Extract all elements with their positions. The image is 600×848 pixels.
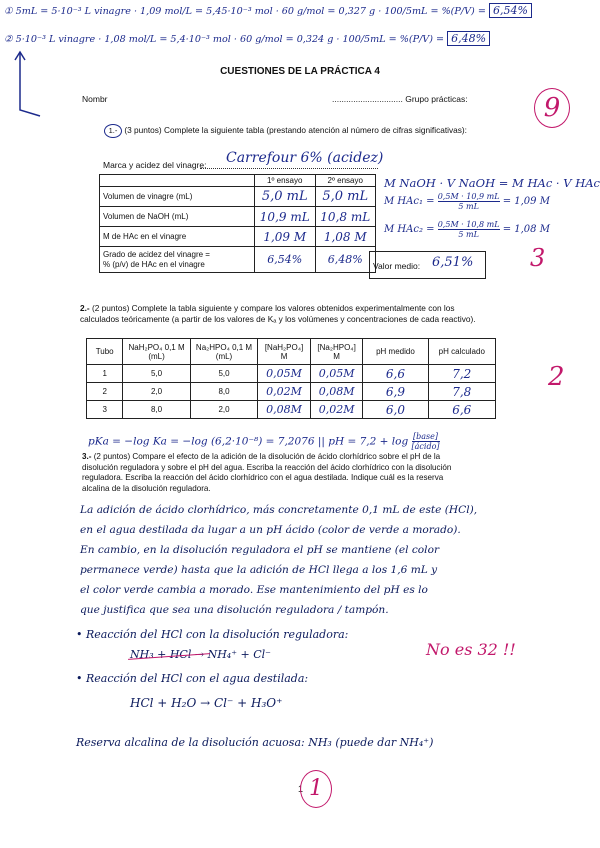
q1-grade-v2: 6,48% xyxy=(315,247,376,273)
q1-score: 3 xyxy=(530,244,546,272)
q2-header: pH calculado xyxy=(428,339,495,365)
pka-line xyxy=(88,432,440,451)
q2-text-1: (2 puntos) Complete la tabla siguiente y compare los valores obtenidos experimentalmente con los xyxy=(92,303,455,313)
q2-header: Tubo xyxy=(87,339,123,365)
formula-1-rhs: = 1,09 M xyxy=(502,196,550,207)
q1-text: (3 puntos) Complete la siguiente tabla (prestando atención al número de cifras significativas): xyxy=(124,125,467,135)
formula-2-den: 5 mL xyxy=(458,230,479,239)
reaction-2: HCl + H₂O → Cl⁻ + H₃O⁺ xyxy=(130,696,283,710)
q2-header: [NaH₂PO₄] M xyxy=(258,339,311,365)
pka-frac-top: [base] xyxy=(413,432,439,441)
q2-cell: 5,0 xyxy=(190,365,257,383)
grade-label-line-1: Grado de acidez del vinagre = xyxy=(103,249,210,259)
q2-score: 2 xyxy=(548,362,565,392)
group-dots: .............................. xyxy=(332,94,403,104)
brand-underline xyxy=(200,168,378,169)
q2-cell: 6,6 xyxy=(363,365,428,383)
q2-cell: 0,08M xyxy=(258,401,311,419)
pka-fraction xyxy=(412,432,440,451)
formula-2-num: 0,5M · 10,8 mL xyxy=(437,220,500,229)
q1-table xyxy=(99,174,376,273)
formula-main: M NaOH · V NaOH = M HAc · V HAc xyxy=(384,176,600,190)
q2-number: 2.- xyxy=(80,303,90,313)
pka-text: pKa = −log Ka = −log (6,2·10⁻⁸) = 7,2076 || pH = 7,2 + log xyxy=(88,435,409,448)
q2-cell: 0,05M xyxy=(258,365,311,383)
name-label: Nombr xyxy=(82,94,108,104)
q2-header: NaH₂PO₄ 0,1 M (mL) xyxy=(123,339,190,365)
formula-2 xyxy=(384,220,550,239)
q1-number: 1.- xyxy=(104,124,122,138)
mean-label: Valor medio: xyxy=(373,261,421,271)
page-title: CUESTIONES DE LA PRÁCTICA 4 xyxy=(220,66,380,77)
q2-cell: 8,0 xyxy=(123,401,190,419)
q2-cell: 2,0 xyxy=(190,401,257,419)
formula-1-fraction xyxy=(438,192,500,211)
q2-header: [Na₂HPO₄] M xyxy=(310,339,363,365)
q2-cell: 3 xyxy=(87,401,123,419)
grade-label-line-2: % (p/v) de HAc en el vinagre xyxy=(103,259,205,269)
q3-text-1: (2 puntos) Compare el efecto de la adición de la disolución de ácido clorhídrico sobre el pH de la xyxy=(93,452,441,461)
mean-box xyxy=(369,251,486,279)
q2-cell: 6,9 xyxy=(363,383,428,401)
q2-cell: 0,05M xyxy=(310,365,363,383)
q1-col2-header: 2º ensayo xyxy=(315,175,376,187)
formula-1-den: 5 mL xyxy=(458,202,479,211)
q1-corner xyxy=(100,175,255,187)
q1-statement xyxy=(104,124,467,138)
bullet-reaction-2: • Reacción del HCl con el agua destilada: xyxy=(76,672,309,685)
q3-statement xyxy=(82,452,451,494)
formula-2-lhs: M HAc₂ = xyxy=(384,224,435,235)
formula-1 xyxy=(384,192,550,211)
total-score-value: 9 xyxy=(543,93,561,123)
formula-1-lhs: M HAc₁ = xyxy=(384,196,435,207)
q1-row-label: Volumen de vinagre (mL) xyxy=(100,187,255,207)
q2-cell: 6,6 xyxy=(428,401,495,419)
q1-row-label: Volumen de NaOH (mL) xyxy=(100,207,255,227)
q1-cell: 10,8 mL xyxy=(315,207,376,227)
q3-score xyxy=(300,770,332,808)
calc-2-text: ② 5·10⁻³ L vinagre · 1,08 mol/L = 5,4·10⁻³ mol · 60 g/mol = 0,324 g · 100/5mL = %(P/V) = xyxy=(4,34,445,45)
q2-cell: 0,02M xyxy=(310,401,363,419)
q2-table xyxy=(86,338,496,419)
q2-cell: 2,0 xyxy=(123,383,190,401)
answer-line: La adición de ácido clorhídrico, más concretamente 0,1 mL de este (HCl), xyxy=(80,504,478,516)
q3-answer xyxy=(80,500,477,620)
page-number: 1 xyxy=(298,784,304,794)
q2-cell: 7,8 xyxy=(428,383,495,401)
q2-cell: 5,0 xyxy=(123,365,190,383)
formula-2-rhs: = 1,08 M xyxy=(502,224,550,235)
q3-score-value: 1 xyxy=(309,776,323,801)
q1-row-label: M de HAc en el vinagre xyxy=(100,227,255,247)
q2-cell: 0,08M xyxy=(310,383,363,401)
answer-line: que justifica que sea una disolución reguladora / tampón. xyxy=(80,604,389,616)
formula-2-fraction xyxy=(438,220,500,239)
pka-frac-bottom: [ácido] xyxy=(411,442,440,451)
q3-text-2: disolución reguladora y sobre el pH del agua. Escriba la reacción del ácido clorhídrico con la disolución xyxy=(82,462,452,472)
brand-label: Marca y acidez del vinagre: xyxy=(103,160,207,170)
q1-grade-v1: 6,54% xyxy=(255,247,316,273)
mean-value: 6,51% xyxy=(432,255,474,270)
formula-1-num: 0,5M · 10,9 mL xyxy=(437,192,500,201)
q1-cell: 1,08 M xyxy=(315,227,376,247)
q1-cell: 1,09 M xyxy=(255,227,316,247)
q1-cell: 10,9 mL xyxy=(255,207,316,227)
q3-text-3: reguladora. Escriba la reacción del ácido clorhídrico con el agua destilada. Indique cuál es la reserva xyxy=(82,473,444,482)
calc-2-result: 6,48% xyxy=(447,31,490,46)
q2-cell: 2 xyxy=(87,383,123,401)
reaction-1: NH₃ + HCl → NH₄⁺ + Cl⁻ xyxy=(130,648,271,661)
total-score xyxy=(534,88,570,128)
q2-cell: 7,2 xyxy=(428,365,495,383)
answer-line: En cambio, en la disolución reguladora el pH se mantiene (el color xyxy=(80,544,440,556)
calc-1-result: 6,54% xyxy=(489,3,532,18)
q1-grade-label xyxy=(100,247,255,273)
q1-cell: 5,0 mL xyxy=(255,187,316,207)
q3-text-4: alcalina de la disolución reguladora. xyxy=(82,483,211,493)
top-calc-line-2 xyxy=(4,32,490,45)
correction-note: No es 32 !! xyxy=(426,640,516,659)
margin-arrow xyxy=(10,50,50,120)
q1-col1-header: 1º ensayo xyxy=(255,175,316,187)
q2-cell: 1 xyxy=(87,365,123,383)
group-label: Grupo prácticas: xyxy=(405,94,468,104)
q1-cell: 5,0 mL xyxy=(315,187,376,207)
q2-cell: 6,0 xyxy=(363,401,428,419)
q2-header: Na₂HPO₄ 0,1 M (mL) xyxy=(190,339,257,365)
top-calc-line-1 xyxy=(4,4,532,17)
q2-statement xyxy=(80,303,476,325)
answer-line: en el agua destilada da lugar a un pH ácido (color de verde a morado). xyxy=(80,524,461,536)
reserve-line: Reserva alcalina de la disolución acuosa: NH₃ (puede dar NH₄⁺) xyxy=(76,736,434,749)
q2-cell: 8,0 xyxy=(190,383,257,401)
calc-1-text: ① 5mL = 5·10⁻³ L vinagre · 1,09 mol/L = 5,45·10⁻³ mol · 60 g/mol = 0,327 g · 100/5mL = %(P/V) = xyxy=(4,6,486,17)
q2-cell: 0,02M xyxy=(258,383,311,401)
brand-value: Carrefour 6% (acidez) xyxy=(226,150,384,166)
q2-text-2: calculados teóricamente (a partir de los valores de Kₐ y los volúmenes y concentraciones de cada reactivo). xyxy=(80,314,476,324)
answer-line: el color verde cambia a morado. Ese mantenimiento del pH es lo xyxy=(80,584,428,596)
q2-header: pH medido xyxy=(363,339,428,365)
answer-line: permanece verde) hasta que la adición de HCl llega a los 1,6 mL y xyxy=(80,564,438,576)
group-line xyxy=(332,94,468,104)
q3-number: 3.- xyxy=(82,452,92,461)
bullet-reaction-1: • Reacción del HCl con la disolución reguladora: xyxy=(76,628,349,641)
